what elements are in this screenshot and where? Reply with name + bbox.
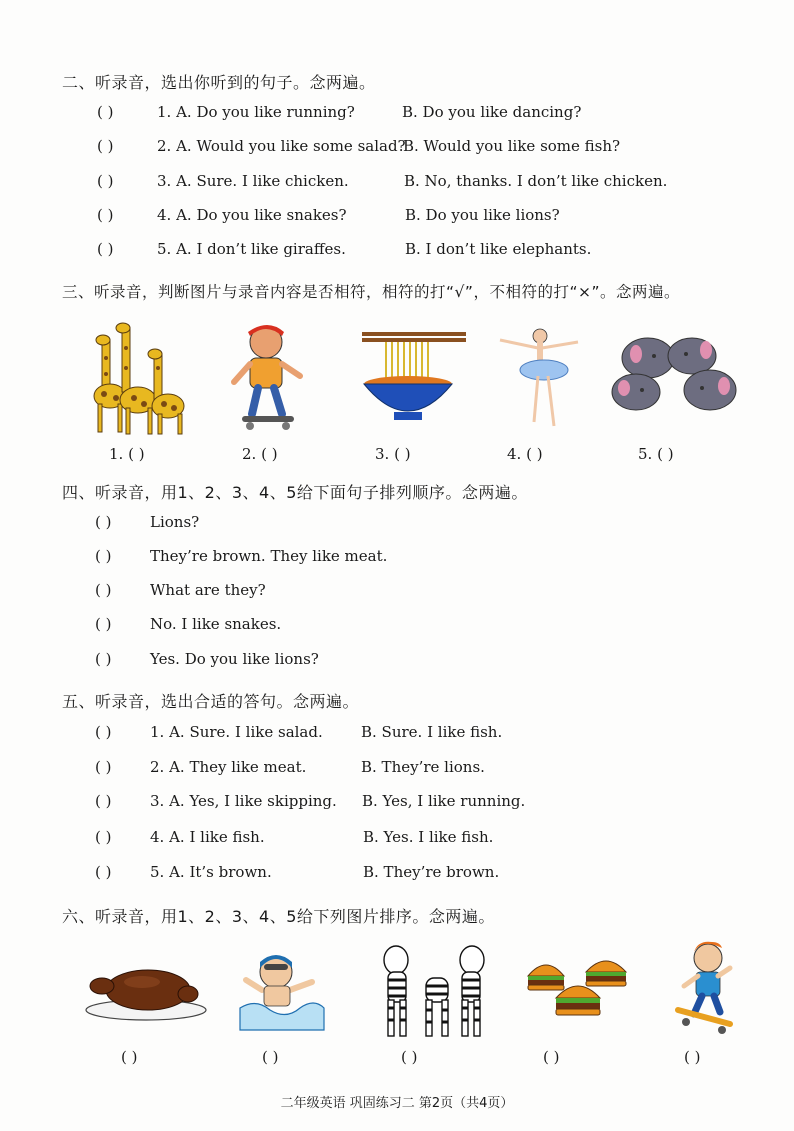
s5-item-1 xyxy=(95,723,655,745)
noodles-image xyxy=(356,328,468,426)
s5-item-4 xyxy=(95,828,655,850)
answer-paren[interactable]: ( ) xyxy=(97,240,114,258)
option-a: 5. A. I don’t like giraffes. xyxy=(157,240,346,258)
s6-label-1[interactable]: ( ) xyxy=(121,1048,138,1066)
option-a: 4. A. Do you like snakes? xyxy=(157,206,347,224)
option-b: B. Sure. I like fish. xyxy=(361,723,503,741)
s6-label-5[interactable]: ( ) xyxy=(684,1048,701,1066)
sentence: They’re brown. They like meat. xyxy=(150,547,388,565)
answer-paren[interactable]: ( ) xyxy=(95,758,112,776)
giraffes-image xyxy=(92,318,188,436)
answer-paren[interactable]: ( ) xyxy=(95,828,112,846)
sentence: Lions? xyxy=(150,513,200,531)
option-a: 3. A. Yes, I like skipping. xyxy=(150,792,337,810)
option-b: B. Yes, I like running. xyxy=(362,792,526,810)
answer-paren[interactable]: ( ) xyxy=(95,650,112,668)
s4-item-5 xyxy=(95,650,495,672)
s5-item-5 xyxy=(95,863,655,885)
s4-item-2 xyxy=(95,547,495,569)
option-b: B. They’re lions. xyxy=(361,758,485,776)
s3-label-1[interactable]: 1. ( ) xyxy=(109,445,145,463)
s2-item-4 xyxy=(97,206,697,228)
s3-label-5[interactable]: 5. ( ) xyxy=(638,445,674,463)
option-b: B. I don’t like elephants. xyxy=(405,240,592,258)
s6-label-2[interactable]: ( ) xyxy=(262,1048,279,1066)
option-a: 1. A. Sure. I like salad. xyxy=(150,723,323,741)
answer-paren[interactable]: ( ) xyxy=(97,206,114,224)
s4-item-4 xyxy=(95,615,495,637)
s6-label-4[interactable]: ( ) xyxy=(543,1048,560,1066)
ballerina-image xyxy=(490,322,586,434)
option-b: B. They’re brown. xyxy=(363,863,500,881)
answer-paren[interactable]: ( ) xyxy=(95,792,112,810)
option-b: B. Yes. I like fish. xyxy=(363,828,494,846)
roast-chicken-image xyxy=(84,960,208,1022)
s6-label-3[interactable]: ( ) xyxy=(401,1048,418,1066)
answer-paren[interactable]: ( ) xyxy=(95,513,112,531)
section-5-heading: 五、听录音，选出合适的答句。念两遍。 xyxy=(62,692,360,711)
sentence: What are they? xyxy=(150,581,266,599)
answer-paren[interactable]: ( ) xyxy=(97,137,114,155)
section-6-heading: 六、听录音，用1、2、3、4、5给下列图片排序。念两遍。 xyxy=(62,907,495,926)
skateboarder-image xyxy=(228,322,308,434)
option-a: 3. A. Sure. I like chicken. xyxy=(157,172,349,190)
s4-item-3 xyxy=(95,581,495,603)
option-b: B. Do you like lions? xyxy=(405,206,560,224)
answer-paren[interactable]: ( ) xyxy=(95,723,112,741)
section-2-heading: 二、听录音，选出你听到的句子。念两遍。 xyxy=(62,73,376,92)
section-3-heading: 三、听录音，判断图片与录音内容是否相符，相符的打“√”，不相符的打“×”。念两遍。 xyxy=(62,283,680,301)
s3-label-3[interactable]: 3. ( ) xyxy=(375,445,411,463)
answer-paren[interactable]: ( ) xyxy=(95,581,112,599)
answer-paren[interactable]: ( ) xyxy=(95,863,112,881)
hamburgers-image xyxy=(524,950,632,1022)
s2-item-5 xyxy=(97,240,697,262)
s2-item-2 xyxy=(97,137,697,159)
option-a: 2. A. They like meat. xyxy=(150,758,307,776)
zebras-image xyxy=(374,942,498,1040)
answer-paren[interactable]: ( ) xyxy=(95,615,112,633)
section-4-heading: 四、听录音，用1、2、3、4、5给下面句子排列顺序。念两遍。 xyxy=(62,483,528,502)
s3-label-4[interactable]: 4. ( ) xyxy=(507,445,543,463)
sentence: No. I like snakes. xyxy=(150,615,282,633)
option-a: 4. A. I like fish. xyxy=(150,828,265,846)
s2-item-3 xyxy=(97,172,697,194)
skateboard-kid-image xyxy=(672,940,738,1034)
answer-paren[interactable]: ( ) xyxy=(97,172,114,190)
answer-paren[interactable]: ( ) xyxy=(95,547,112,565)
s4-item-1 xyxy=(95,513,495,535)
answer-paren[interactable]: ( ) xyxy=(97,103,114,121)
option-a: 1. A. Do you like running? xyxy=(157,103,355,121)
s2-item-1 xyxy=(97,103,697,125)
s5-item-2 xyxy=(95,758,655,780)
swimmer-image xyxy=(236,950,326,1032)
option-b: B. Do you like dancing? xyxy=(402,103,582,121)
option-a: 2. A. Would you like some salad? xyxy=(157,137,406,155)
page-footer: 二年级英语 巩固练习二 第2页（共4页） xyxy=(280,1096,514,1111)
sentence: Yes. Do you like lions? xyxy=(150,650,319,668)
option-a: 5. A. It’s brown. xyxy=(150,863,272,881)
option-b: B. No, thanks. I don’t like chicken. xyxy=(404,172,668,190)
s3-label-2[interactable]: 2. ( ) xyxy=(242,445,278,463)
option-b: B. Would you like some fish? xyxy=(403,137,621,155)
s5-item-3 xyxy=(95,792,655,814)
elephants-image xyxy=(606,330,742,420)
